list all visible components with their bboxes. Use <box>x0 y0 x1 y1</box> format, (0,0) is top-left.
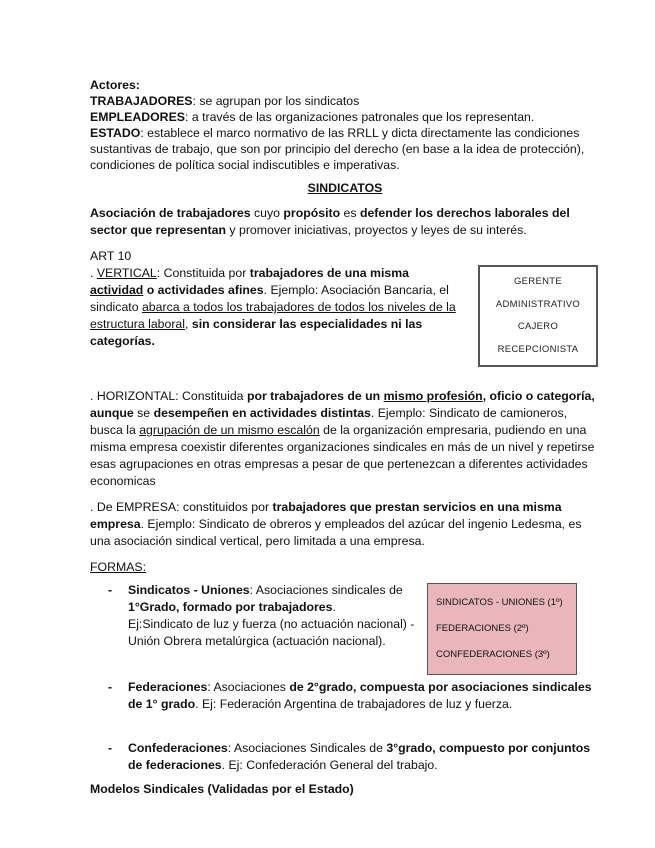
form-level: FEDERACIONES (2º) <box>436 623 529 634</box>
list-dash: - <box>108 741 113 755</box>
form-level: SINDICATOS - UNIONES (1º) <box>436 597 563 608</box>
modelos-heading: Modelos Sindicales (Validadas por el Estado) <box>90 782 354 796</box>
actor-trabajadores: TRABAJADORES: se agrupan por los sindicatos <box>90 94 360 108</box>
forma-item-confederaciones: - Confederaciones: Asociaciones Sindicales de 3°grado, compuesto por conjuntos de federaciones. Ej: Confederación General del trabajo. <box>108 741 591 772</box>
empresa-paragraph: . De EMPRESA: constituidos por trabajadores que prestan servicios en una misma empresa. Ejemplo: Sindicato de obreros y empleados del azúcar del ingenio Ledesma, es una asociación sindical vertical, pero limitada a una empresa. <box>90 500 582 548</box>
art10-label: ART 10 <box>90 249 132 263</box>
org-level: RECEPCIONISTA <box>497 343 579 355</box>
forma-item-sindicatos: - Sindicatos - Uniones: Asociaciones sindicales de 1°Grado, formado por trabajadores. Ej:Sindicato de luz y fuerza (no actuación nacional) - Unión Obrera metalúrgica (actuación nacional). <box>108 583 415 648</box>
form-level: CONFEDERACIONES (3º) <box>436 649 550 660</box>
org-level: GERENTE <box>513 276 563 288</box>
forms-summary-box <box>427 583 577 675</box>
sindicatos-definition: Asociación de trabajadores cuyo propósito es defender los derechos laborales del sector que representan y promover iniciativas, proyectos y leyes de su interés. <box>90 206 570 237</box>
list-dash: - <box>108 680 113 694</box>
forma-item-federaciones: - Federaciones: Asociaciones de 2°grado, compuesta por asociaciones sindicales de 1° grado. Ej: Federación Argentina de trabajadores de luz y fuerza. <box>108 680 592 711</box>
formas-heading: FORMAS: <box>90 560 147 574</box>
sindicatos-title: SINDICATOS <box>307 181 383 195</box>
list-dash: - <box>108 583 113 597</box>
actor-empleadores: EMPLEADORES: a través de las organizaciones patronales que los representan. <box>90 110 535 124</box>
horizontal-paragraph: . HORIZONTAL: Constituida por trabajadores de un mismo profesión, oficio o categoría, aunque se desempeñen en actividades distintas. Ejemplo: Sindicato de camioneros, busca la agrupación de un mismo escalón de la organización empresaria, pudiendo en una misma empresa coexistir diferentes organizaciones sindicales en más de un nivel y repetirse esas agrupaciones en otras empresas a pesar de que pertenezcan a diferentes actividades economicas <box>90 389 595 488</box>
org-levels-box <box>478 265 598 367</box>
actor-estado: ESTADO: establece el marco normativo de las RRLL y dicta directamente las condiciones sustantivas de trabajo, que son por principio del derecho (en base a la idea de protección), condiciones de política social indiscutibles e imperativas. <box>90 126 585 172</box>
actores-heading: Actores: <box>90 78 140 92</box>
org-level: CAJERO <box>517 321 559 333</box>
org-level: ADMINISTRATIVO <box>495 298 581 310</box>
vertical-paragraph: . VERTICAL: Constituida por trabajadores de una misma actividad o actividades afines. Ejemplo: Asociación Bancaria, el sindicato abarca a todos los trabajadores de todos los niveles de la estructura laboral, sin considerar las especialidades ni las categorías. <box>90 266 456 348</box>
